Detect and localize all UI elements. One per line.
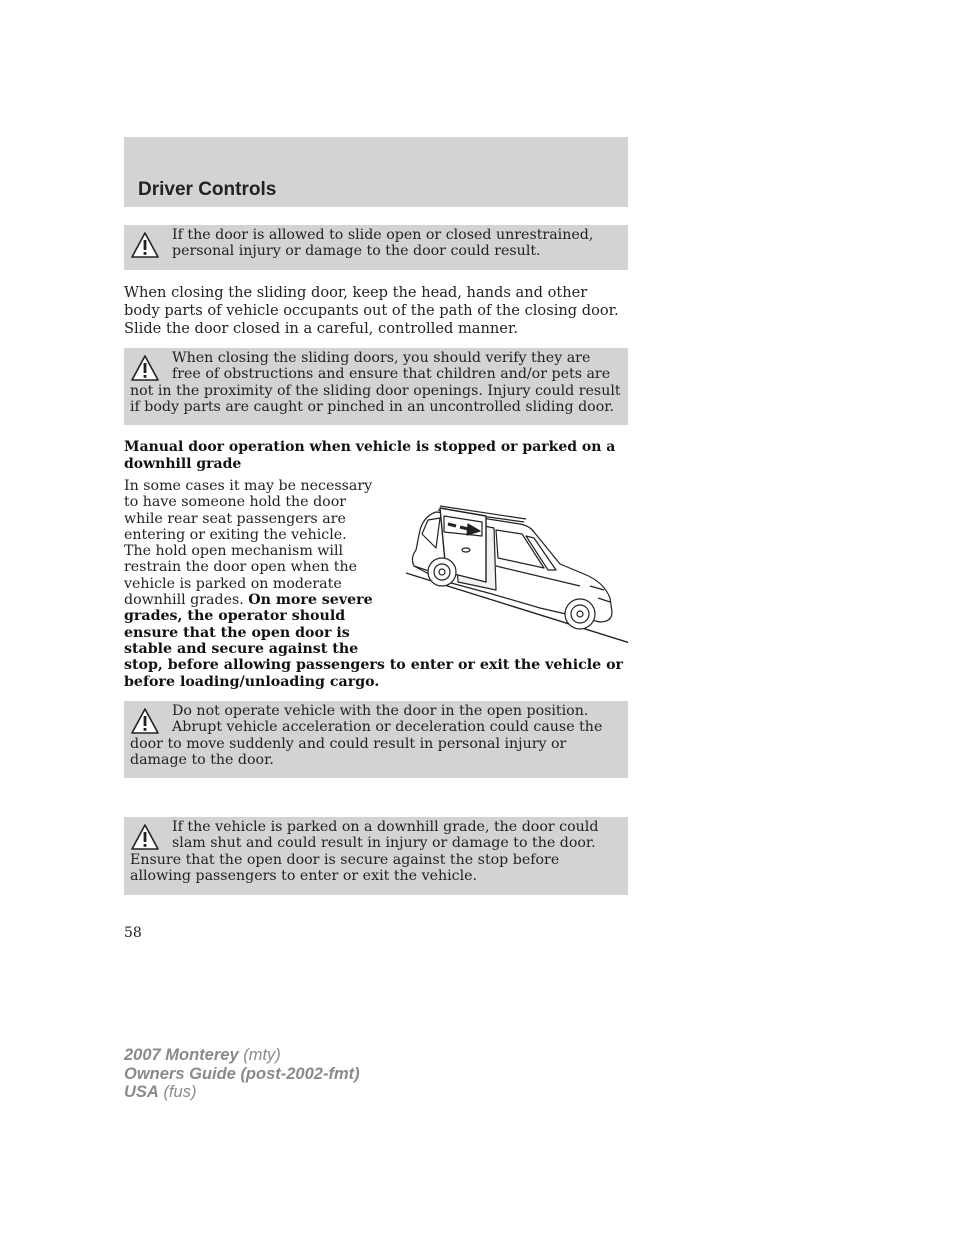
warning-box [124, 701, 628, 778]
footer-line-1: 2007 Monterey (mty) [124, 1046, 281, 1064]
footer-line-2: Owners Guide (post-2002-fmt) [124, 1064, 360, 1083]
section-title: Driver Controls [138, 179, 277, 200]
warning-icon [130, 823, 160, 851]
page-number: 58 [124, 925, 142, 941]
warning-icon [130, 231, 160, 259]
downhill-text: In some cases it may be necessary to have someone hold the door while rear seat passengers are entering or exiting the vehicle. The hold open mechanism will restrain the door open when the vehicle is parked on moderate downhill grades. [124, 478, 373, 609]
warning-text: When closing the sliding doors, you should verify they are free of obstructions and ensure that children and/or pets are not in the proximity of the sliding door openings. Injury could result if body parts are caught or pinched in an uncontrolled sliding door. [130, 350, 621, 416]
warning-text: If the vehicle is parked on a downhill grade, the door could slam shut and could result in injury or damage to the door. Ensure that the open door is secure against the stop before allowing passengers to enter or exit the vehicle. [130, 819, 599, 885]
footer [124, 1046, 360, 1102]
closing-paragraph: When closing the sliding door, keep the head, hands and other body parts of vehicle occupants out of the path of the closing door. Slide the door closed in a careful, controlled manner. [124, 284, 619, 337]
section-header [124, 137, 628, 207]
downhill-paragraph [124, 478, 628, 690]
downhill-bold-text: On more severe grades, the operator should ensure that the open door is stable and secure against the stop, before allowing passengers to enter or exit the vehicle or before loading/unloading cargo. [124, 592, 624, 690]
warning-icon [130, 707, 160, 735]
warning-text: Do not operate vehicle with the door in the open position. Abrupt vehicle acceleration or deceleration could cause the door to move suddenly and could result in personal injury or damage to the door. [130, 703, 603, 769]
subheading: Manual door operation when vehicle is stopped or parked on a downhill grade [124, 439, 616, 472]
footer-line-3: USA (fus) [124, 1083, 197, 1101]
warning-box [124, 225, 628, 270]
warning-icon [130, 354, 160, 382]
warning-text: If the door is allowed to slide open or closed unrestrained, personal injury or damage to the door could result. [172, 227, 594, 260]
warning-box [124, 348, 628, 425]
warning-box [124, 817, 628, 895]
minivan-open-door-illustration [384, 486, 628, 656]
